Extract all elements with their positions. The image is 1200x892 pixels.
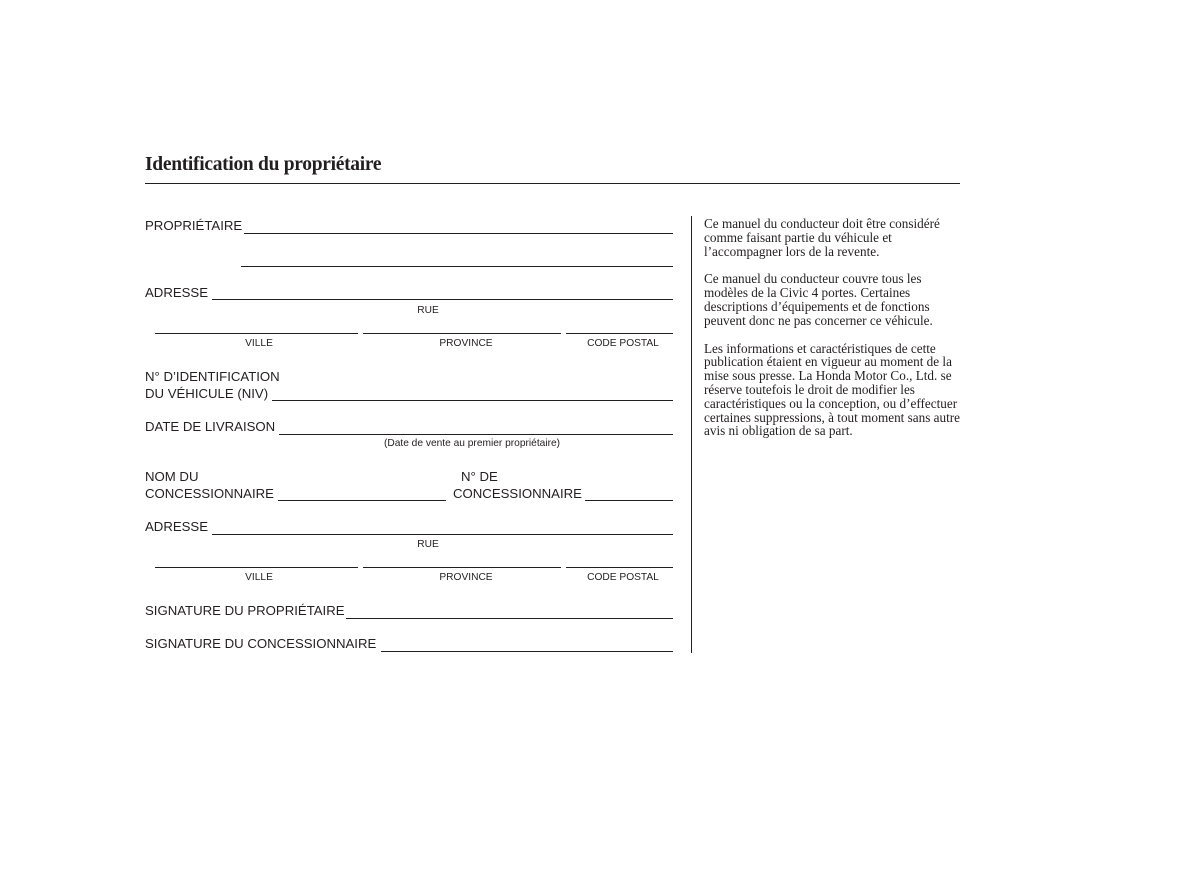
dealer-name-label-line2: CONCESSIONNAIRE: [145, 486, 274, 501]
delivery-date-label: DATE DE LIVRAISON: [145, 419, 276, 434]
owner-signature-label: SIGNATURE DU PROPRIÉTAIRE: [145, 603, 345, 618]
sidebar-paragraph-1: Ce manuel du conducteur doit être considéré comme faisant partie du véhicule et l’accompagner lors de la revente.: [704, 216, 940, 259]
dealer-postal-code-field[interactable]: [566, 567, 673, 568]
dealer-signature-label: SIGNATURE DU CONCESSIONNAIRE: [145, 636, 377, 651]
owner-province-caption: PROVINCE: [439, 338, 493, 349]
title-divider: [145, 183, 960, 184]
vin-field[interactable]: [272, 400, 673, 401]
dealer-street-field[interactable]: [212, 534, 673, 535]
dealer-number-label-line2: CONCESSIONNAIRE: [453, 486, 582, 501]
delivery-date-note: (Date de vente au premier propriétaire): [383, 438, 561, 449]
owner-street-field[interactable]: [212, 299, 673, 300]
owner-name-field-line2[interactable]: [241, 266, 673, 267]
owner-name-field[interactable]: [244, 233, 673, 234]
dealer-city-field[interactable]: [155, 567, 358, 568]
sidebar-paragraph-2: Ce manuel du conducteur couvre tous les modèles de la Civic 4 portes. Certaines descriptions d’équipements et de fonctions peuvent donc ne pas concerner ce véhicule.: [704, 271, 933, 328]
page-title: Identification du propriétaire: [145, 154, 382, 175]
owner-street-caption: RUE: [417, 305, 439, 316]
dealer-city-caption: VILLE: [245, 572, 273, 583]
dealer-number-label-line1: N° DE: [461, 469, 498, 484]
owner-postal-code-caption: CODE POSTAL: [587, 338, 659, 349]
owner-city-caption: VILLE: [245, 338, 273, 349]
owner-address-label: ADRESSE: [145, 285, 209, 300]
owner-city-field[interactable]: [155, 333, 358, 334]
dealer-street-caption: RUE: [417, 539, 439, 550]
owner-signature-field[interactable]: [346, 618, 673, 619]
vin-label-line1: N° D’IDENTIFICATION: [145, 369, 280, 384]
dealer-name-field[interactable]: [278, 500, 446, 501]
vin-label-line2: DU VÉHICULE (NIV): [145, 386, 269, 401]
dealer-province-field[interactable]: [363, 567, 561, 568]
dealer-signature-field[interactable]: [381, 651, 673, 652]
sidebar-paragraph-3: Les informations et caractéristiques de cette publication étaient en vigueur au moment de la mise sous presse. La Honda Motor Co., Ltd. se réserve toutefois le droit de modifier les caractéristiques ou la conception, ou d’effectuer certaines suppressions, à tout moment sans autre avis ni obligation de sa part.: [704, 340, 960, 439]
dealer-postal-code-caption: CODE POSTAL: [587, 572, 659, 583]
info-sidebar: [704, 217, 960, 452]
dealer-address-label: ADRESSE: [145, 519, 209, 534]
owner-province-field[interactable]: [363, 333, 561, 334]
column-divider: [691, 216, 692, 653]
dealer-name-label-line1: NOM DU: [145, 469, 199, 484]
delivery-date-field[interactable]: [279, 434, 673, 435]
owner-label: PROPRIÉTAIRE: [145, 218, 243, 233]
dealer-number-field[interactable]: [585, 500, 673, 501]
owner-postal-code-field[interactable]: [566, 333, 673, 334]
dealer-province-caption: PROVINCE: [439, 572, 493, 583]
